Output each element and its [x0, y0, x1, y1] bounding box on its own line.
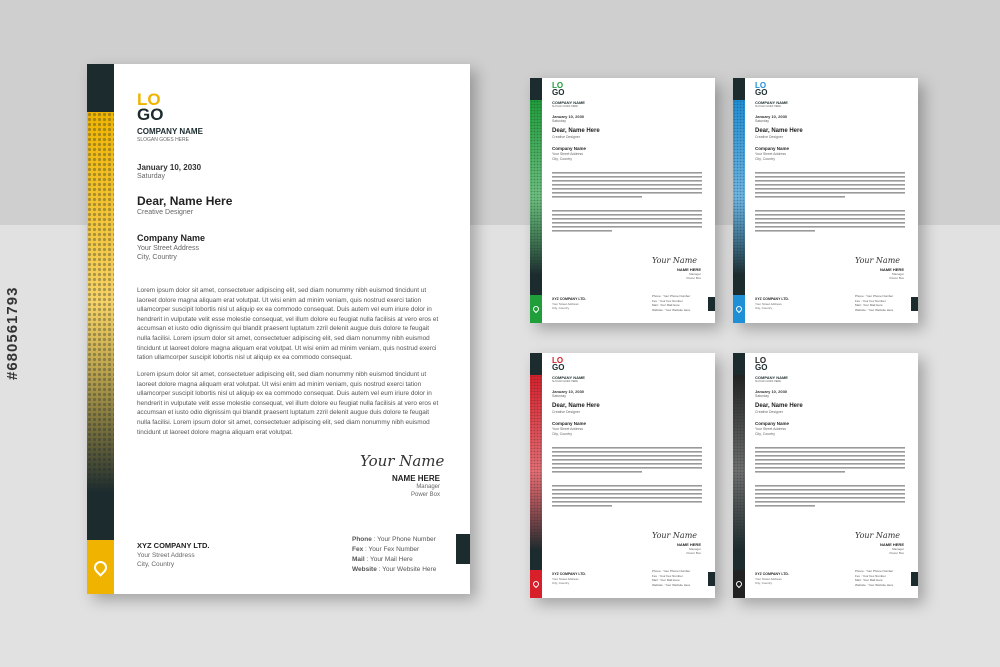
contact-block: Phone : Your Phone Number Fex : Your Fex Number Mail : Your Mail Here Website : Your Website Here: [855, 569, 894, 587]
slogan: SLOGAN GOES HERE: [552, 105, 578, 108]
greeting: Dear, Name Here: [755, 403, 803, 409]
letter-date: January 10, 2030: [137, 163, 202, 172]
signer-box: Power Box: [686, 276, 701, 280]
recipient-city: City, Country: [552, 157, 572, 161]
contact-block: Phone : Your Phone Number Fex : Your Fex Number Mail : Your Mail Here Website : Your Website Here: [855, 294, 894, 312]
footer-street: Your Street Address: [552, 577, 579, 581]
letter-day: Saturday: [755, 119, 770, 123]
signer-title: Manager: [416, 484, 440, 490]
slogan: SLOGAN GOES HERE: [137, 137, 189, 143]
letter-date: January 10, 2030: [552, 389, 585, 394]
body-text-lines: [552, 172, 702, 252]
letterhead-red: [530, 353, 715, 598]
logo: LO GO: [755, 356, 768, 373]
halftone-pattern: [530, 100, 542, 275]
footer-street: Your Street Address: [755, 577, 782, 581]
signer-box: Power Box: [889, 551, 904, 555]
corner-block: [911, 572, 918, 586]
footer-company: XYZ COMPANY LTD.: [755, 572, 789, 576]
signer-title: Manager: [892, 272, 904, 276]
greeting: Dear, Name Here: [137, 194, 233, 208]
body-paragraph-1: Lorem ipsum dolor sit amet, consectetuer adipiscing elit, sed diam nonummy nibh euismod tincidunt ut laoreet dolore magna aliquam erat volutpat. Ut wisi enim ad minim veniam, quis nostrud exerci tation ullamcorper suscipit lobortis nisl ut aliquip ex ea commodo consequat. Duis autem vel eum iriure dolor in hendrerit in vulputate velit esse molestie consequat, vel illum dolore eu feugiat nulla facilisis at vero eros et accumsan et iusto odio dignissim qui blandit praesent luptatum zzril delenit augue duis dolore te feugait nulla facilisi. Lorem ipsum dolor sit amet, consectetuer adipiscing elit, sed diam nonummy nibh euismod tincidunt ut laoreet dolore magna aliquam erat volutpat. Ut wisi enim ad minim veniam, quis nostrud exerci tation ullamcorper suscipit lobortis nisl ut aliquip ex ea commodo consequat.: [137, 287, 439, 362]
side-bar: [530, 78, 542, 323]
signature: Your Name: [855, 256, 901, 265]
recipient-title: Creative Designer: [552, 410, 581, 414]
greeting: Dear, Name Here: [552, 128, 600, 134]
signature: Your Name: [360, 452, 445, 470]
footer-street: Your Street Address: [137, 552, 195, 559]
main-letterhead: [87, 64, 470, 594]
halftone-pattern: [733, 375, 745, 550]
signature: Your Name: [652, 256, 698, 265]
logo: LO GO: [552, 356, 565, 373]
footer-city: City, Country: [755, 581, 773, 585]
main-side-bar: [87, 64, 114, 594]
body-text-lines: [552, 447, 702, 527]
letter-day: Saturday: [552, 119, 567, 123]
signer-title: Manager: [689, 547, 701, 551]
location-pin-icon: [530, 570, 542, 598]
company-name: COMPANY NAME: [552, 100, 585, 105]
letterhead-blue: [733, 78, 918, 323]
side-bar: [733, 353, 745, 598]
letter-date: January 10, 2030: [755, 114, 788, 119]
company-name: COMPANY NAME: [755, 375, 788, 380]
stock-id: #680561793: [4, 286, 21, 380]
location-pin-icon: [733, 295, 745, 323]
contact-block: Phone : Your Phone Number Fex : Your Fex Number Mail : Your Mail Here Website : Your Website Here: [652, 294, 691, 312]
recipient-street: Your Street Address: [137, 245, 200, 252]
company-name: COMPANY NAME: [137, 127, 203, 136]
recipient-city: City, Country: [755, 157, 775, 161]
letterhead-black: [733, 353, 918, 598]
recipient-company: Company Name: [552, 146, 587, 151]
recipient-title: Creative Designer: [755, 135, 784, 139]
body-paragraph-2: Lorem ipsum dolor sit amet, consectetuer adipiscing elit, sed diam nonummy nibh euismod tincidunt ut laoreet dolore magna aliquam erat volutpat. Ut wisi enim ad minim veniam, quis nostrud exerci tation ullamcorper suscipit lobortis nisl ut aliquip ex ea commodo consequat. Duis autem vel eum iriure dolor in hendrerit in vulputate velit esse molestie consequat, vel illum dolore eu feugiat nulla facilisis at vero eros et accumsan et iusto odio dignissim qui blandit praesent luptatum zzril delenit augue duis dolore te feugait nulla facilisi. Lorem ipsum dolor sit amet, consectetuer adipiscing elit, sed diam nonummy nibh euismod tincidunt ut laoreet dolore magna aliquam erat volutpat.: [137, 371, 439, 436]
recipient-company: Company Name: [552, 421, 587, 426]
location-pin-icon: [530, 295, 542, 323]
recipient-city: City, Country: [552, 432, 572, 436]
letter-day: Saturday: [755, 394, 770, 398]
recipient-street: Your Street Address: [552, 152, 584, 156]
slogan: SLOGAN GOES HERE: [755, 380, 781, 383]
signer-name: NAME HERE: [676, 267, 701, 272]
signature: Your Name: [652, 531, 698, 540]
halftone-pattern: [530, 375, 542, 550]
recipient-street: Your Street Address: [552, 427, 584, 431]
footer-company: XYZ COMPANY LTD.: [552, 572, 586, 576]
side-bar: [733, 78, 745, 323]
slogan: SLOGAN GOES HERE: [755, 105, 781, 108]
body-text-lines: [755, 447, 905, 527]
letter-date: January 10, 2030: [552, 114, 585, 119]
corner-block: [911, 297, 918, 311]
signature: Your Name: [855, 531, 901, 540]
corner-block: [708, 572, 715, 586]
logo: LO GO: [552, 81, 565, 98]
location-pin-icon: [87, 540, 114, 594]
recipient-company: Company Name: [755, 146, 790, 151]
footer-company: XYZ COMPANY LTD.: [137, 541, 210, 550]
recipient-company: Company Name: [755, 421, 790, 426]
footer-city: City, Country: [552, 581, 570, 585]
signer-title: Manager: [689, 272, 701, 276]
main-corner-block: [456, 534, 470, 564]
signer-title: Manager: [892, 547, 904, 551]
halftone-pattern: [733, 100, 745, 275]
letterhead-green: [530, 78, 715, 323]
signer-name: NAME HERE: [879, 267, 904, 272]
recipient-street: Your Street Address: [755, 152, 787, 156]
letter-date: January 10, 2030: [755, 389, 788, 394]
recipient-title: Creative Designer: [137, 209, 194, 216]
footer-city: City, Country: [755, 306, 773, 310]
recipient-title: Creative Designer: [552, 135, 581, 139]
recipient-street: Your Street Address: [755, 427, 787, 431]
side-bar: [530, 353, 542, 598]
footer-city: City, Country: [552, 306, 570, 310]
recipient-title: Creative Designer: [755, 410, 784, 414]
corner-block: [708, 297, 715, 311]
signer-box: Power Box: [889, 276, 904, 280]
letter-day: Saturday: [137, 173, 166, 180]
signer-name: NAME HERE: [391, 474, 440, 483]
footer-street: Your Street Address: [755, 302, 782, 306]
recipient-city: City, Country: [137, 254, 177, 261]
main-halftone-pattern: [87, 112, 114, 492]
footer-company: XYZ COMPANY LTD.: [755, 297, 789, 301]
footer-company: XYZ COMPANY LTD.: [552, 297, 586, 301]
recipient-company: Company Name: [137, 233, 206, 243]
signer-name: NAME HERE: [676, 542, 701, 547]
footer-city: City, Country: [137, 561, 175, 568]
recipient-city: City, Country: [755, 432, 775, 436]
contact-block: Phone : Your Phone Number Fex : Your Fex Number Mail : Your Mail Here Website : Your Website Here: [352, 536, 437, 573]
company-name: COMPANY NAME: [552, 375, 585, 380]
body-text-lines: [755, 172, 905, 252]
signer-name: NAME HERE: [879, 542, 904, 547]
logo: LO GO: [755, 81, 768, 98]
logo: LO GO: [137, 90, 164, 125]
company-name: COMPANY NAME: [755, 100, 788, 105]
letter-day: Saturday: [552, 394, 567, 398]
signer-box: Power Box: [410, 492, 440, 498]
contact-block: Phone : Your Phone Number Fex : Your Fex Number Mail : Your Mail Here Website : Your Website Here: [652, 569, 691, 587]
signer-box: Power Box: [686, 551, 701, 555]
slogan: SLOGAN GOES HERE: [552, 380, 578, 383]
greeting: Dear, Name Here: [755, 128, 803, 134]
greeting: Dear, Name Here: [552, 403, 600, 409]
location-pin-icon: [733, 570, 745, 598]
footer-street: Your Street Address: [552, 302, 579, 306]
